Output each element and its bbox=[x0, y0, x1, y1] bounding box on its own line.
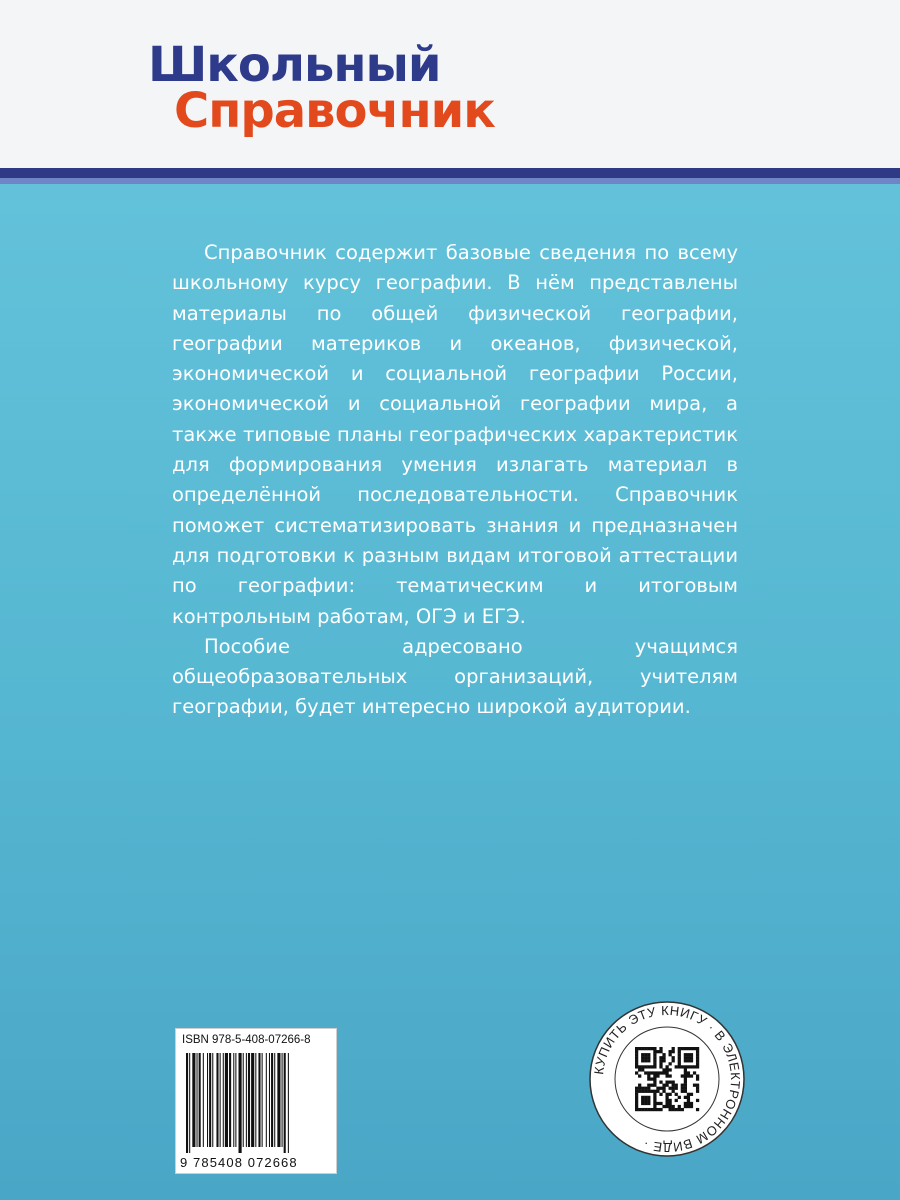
isbn-barcode-block bbox=[175, 1028, 337, 1174]
logo-line-1: Школьный bbox=[148, 37, 441, 93]
isbn-label: ISBN 978-5-408-07266-8 bbox=[182, 1034, 311, 1046]
description-paragraph-1: Справочник содержит базовые сведения по всему школьному курсу географии. В нём представлены материалы по общей физической географии, географии материков и океанов, физической, экономической и социальной географии России, экономической и социальной географии мира, а также типовые планы географических характеристик для формирования умения излагать материал в определённой последовательности. Справочник поможет систематизировать знания и предназначен для подготовки к разным видам итоговой аттестации по географии: тематическим и итоговым контрольным работам, ОГЭ и ЕГЭ. bbox=[172, 241, 738, 628]
barcode-digits: 9 785408 072668 bbox=[180, 1155, 298, 1170]
qr-purchase-seal[interactable] bbox=[588, 1000, 746, 1158]
logo-line-2: Справочник bbox=[174, 83, 495, 139]
book-description bbox=[172, 238, 738, 723]
qr-ring-text: КУПИТЬ ЭТУ КНИГУ · В ЭЛЕКТРОННОМ ВИДЕ · bbox=[591, 1002, 744, 1156]
header-stripe-navy bbox=[0, 168, 900, 178]
series-logo bbox=[148, 37, 495, 139]
barcode-icon bbox=[182, 1053, 330, 1153]
description-paragraph-2: Пособие адресовано учащимся общеобразовательных организаций, учителям географии, будет интересно широкой аудитории. bbox=[172, 634, 738, 719]
cover-header bbox=[0, 0, 900, 168]
